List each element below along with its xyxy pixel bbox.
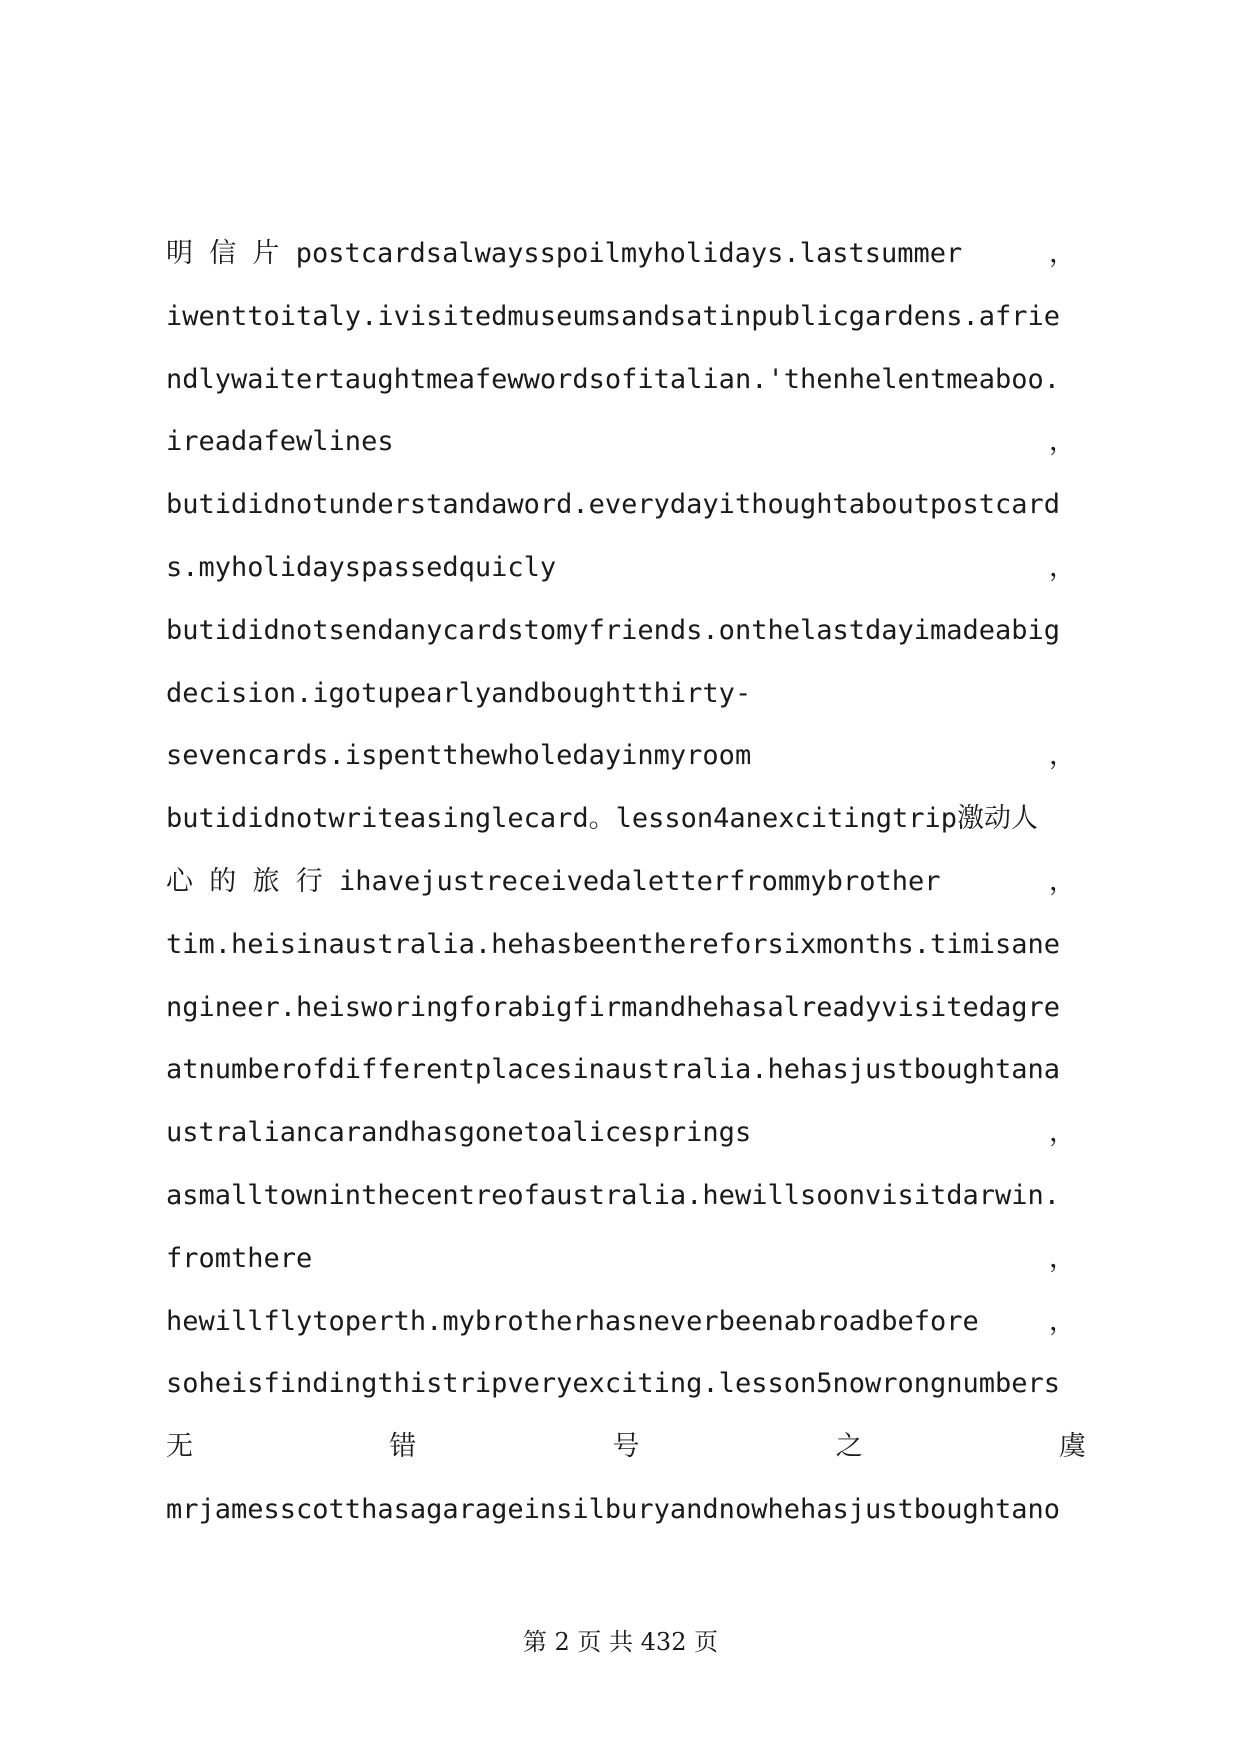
spread-char: 无 <box>166 1431 193 1463</box>
text-line: decision.igotupearlyandboughtthirty- <box>166 677 752 709</box>
spread-char: 之 <box>835 1431 863 1463</box>
text-line: ndlywaitertaughtmeafewwordsofitalian.'thenhelentmeaboo. <box>166 363 1061 395</box>
text-line: ustraliancarandhasgonetoalicesprings ， <box>166 1117 1076 1149</box>
text-line: 心 的 旅 行 ihavejustreceivedaletterfrommybrother ， <box>166 865 1076 897</box>
text-line: butididnotwriteasinglecard。lesson4anexcitingtrip激动人 <box>166 803 1039 835</box>
text-line: tim.heisinaustralia.hehasbeenthereforsixmonths.timisane <box>166 928 1061 960</box>
text-line-spread <box>166 1425 1086 1488</box>
page-footer: 第 2 页 共 432 页 <box>522 1628 719 1656</box>
text-line: ireadafewlines ， <box>166 426 1076 458</box>
text-line: ngineer.heisworingforabigfirmandhehasalreadyvisitedagre <box>166 991 1061 1023</box>
spread-char: 错 <box>389 1431 417 1463</box>
text-line: hewillflytoperth.mybrotherhasneverbeenabroadbefore ， <box>166 1305 1076 1337</box>
text-line: sevencards.ispentthewholedayinmyroom ， <box>166 740 1076 772</box>
spread-char: 虞 <box>1059 1431 1086 1463</box>
spread-char: 号 <box>612 1431 640 1463</box>
text-line: butididnotunderstandaword.everydayithoughtaboutpostcard <box>166 489 1061 521</box>
text-line: s.myholidayspassedquicly ， <box>166 551 1076 583</box>
text-line: soheisfindingthistripveryexciting.lesson5nowrongnumbers <box>166 1368 1061 1400</box>
text-line: fromthere ， <box>166 1242 1076 1274</box>
text-line: 明 信 片 postcardsalwaysspoilmyholidays.lastsummer ， <box>166 238 1076 269</box>
body-text <box>166 232 1086 1551</box>
text-line: butididnotsendanycardstomyfriends.onthelastdayimadeabig <box>166 614 1061 646</box>
text-line: iwenttoitaly.ivisitedmuseumsandsatinpublicgardens.afrie <box>166 300 1061 332</box>
text-line: mrjamesscotthasagarageinsilburyandnowhehasjustboughtano <box>166 1493 1061 1525</box>
text-line: atnumberofdifferentplacesinaustralia.hehasjustboughtana <box>166 1054 1061 1086</box>
text-line: asmalltowninthecentreofaustralia.hewillsoonvisitdarwin. <box>166 1179 1061 1211</box>
